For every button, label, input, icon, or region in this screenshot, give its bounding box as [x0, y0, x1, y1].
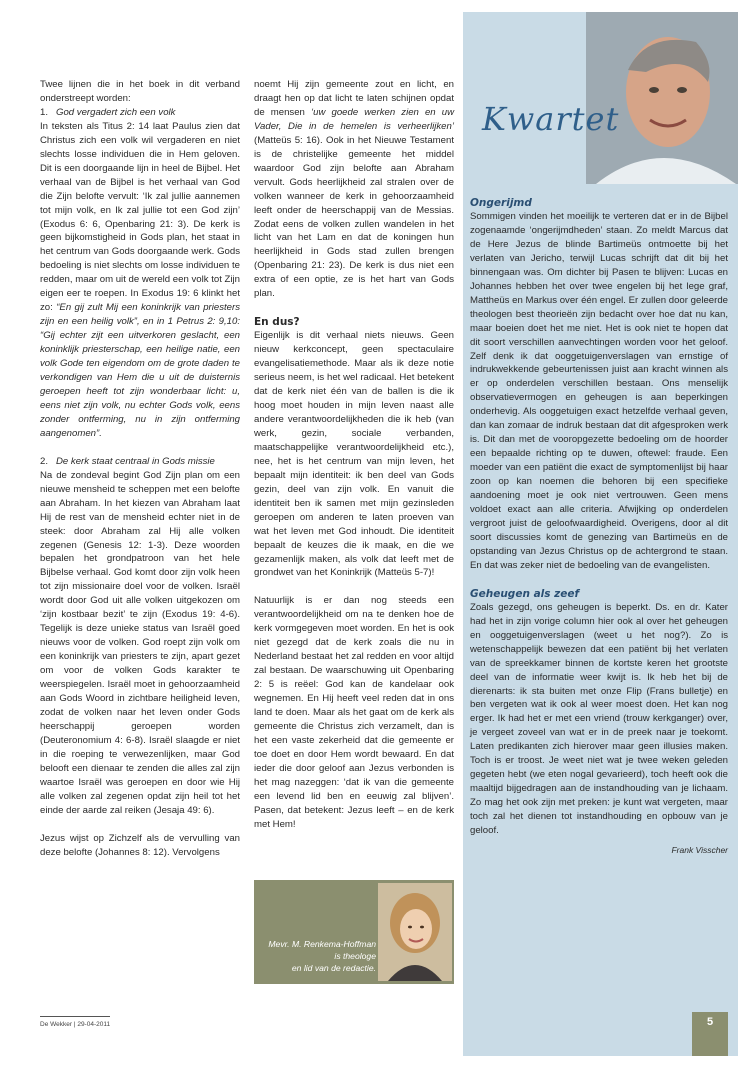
footer-text: De Wekker | 29-04-2011	[40, 1021, 111, 1028]
author-photo	[378, 883, 452, 981]
footer-rule	[40, 1016, 110, 1017]
article-column-1	[40, 78, 240, 859]
list-item-2	[40, 455, 240, 469]
heading-ongerijmd: Ongerijmd	[470, 197, 532, 209]
p1-part-b: (Matteüs 5: 16). Ook in het Nieuwe Testament is de christelijke gemeente het middel waardoor God zijn belofte aan Abraham vervult. Gods heerlijkheid zal stralen over de volken wanneer de kerk in gehoorzaamheid leeft onder de heerschappij van de Messias. Zodat eens de volken zullen wandelen in het licht van het Lam en dat de koningen hun heerlijkheid in Gods stad zullen brengen (Openbaring 21: 23). De kerk is dus niet een extra of een optie, ze is het hart van Gods plan.	[254, 134, 454, 300]
list-item-1	[40, 106, 240, 120]
intro-text: Twee lijnen die in het boek in dit verband onderstreept worden:	[40, 79, 240, 104]
author-role: is theologe	[334, 951, 376, 961]
col2-paragraph-1	[254, 78, 454, 301]
p1-quote: ‘uw goede werken zien en uw Vader, Die in de hemelen is verheerlijken’	[254, 106, 454, 132]
columnist-photo-illustration	[586, 12, 738, 184]
item-2-number: 2.	[40, 455, 49, 467]
item-1-title: God vergadert zich een volk	[56, 106, 176, 118]
col2-paragraph-3: Natuurlijk is er dan nog steeds een verantwoordelijkheid om na te denken hoe de kerk vormgegeven moet worden. En het is ook niet gezegd dat de kerk zoals die nu in Nederland bestaat het zal redden en voor altijd zal bestaan. De waarschuwing uit Openbaring 2: 5 is reëel: God kan de kandelaar ook wegnemen. En Hij heeft veel reden dat in ons land te doen. Maar als het gaat om de kerk als gemeente die Christus zich verzamelt, dan is het een vaste zekerheid dat die gemeente er toe doet en door Hem wordt bewaard. En dat ieder die door geloof aan Jezus verbonden is het mag nazeggen: ‘dat ik van die gemeente een levend lid ben en eeuwig zal blijven’. Pasen, dat betekent: Jezus leeft – en de kerk met Hem!	[254, 595, 454, 830]
item-1-quote: “En gij zult Mij een koninkrijk van priesters zijn en een heilig volk”, en in 1 Petrus 2: 9,10: “Gij echter zijt een uitverkoren geslacht, een koninklijk priesterschap, een heilige natie, een volk Gode ten eigendom om de grote daden te verkondigen van Hem die u uit de duisternis geroepen heeft tot zijn wonderbaar licht: u, eens niet zijn volk, nu echter Gods volk, eens zonder ontferming, nu in zijn ontferming aangenomen”.	[40, 302, 240, 439]
author-editorial: en lid van de redactie.	[291, 963, 376, 973]
heading-geheugen: Geheugen als zeef	[470, 587, 580, 600]
p1-part-a: noemt Hij zijn gemeente zout en licht, en draagt hen op dat licht te laten schijnen opdat de mensen	[254, 79, 454, 118]
author-photo-illustration	[378, 883, 452, 981]
col2-paragraph-2: Eigenlijk is dit verhaal niets nieuws. Geen nieuw kerkconcept, geen spectaculaire evangelisatiemethode. Maar als ik deze notie serieus neem, is het wel radicaal. Het betekent dat de kerk niet één van de ballen is die ik hoog moet houden in mijn leven naast alle andere verantwoordelijkheden die ik heb (van werk, gezin, sociale verbanden, maatschappelijke verantwoordelijkheid etc.), nee, het is het centrum van mijn leven, het bepaalt mijn identiteit: ik ben deel van Gods gezin, deel van zijn volk. En vanuit die identiteit ben ik samen met mijn gezinsleden geroepen om anderen te laten proeven van wat het leven met God inhoudt. Die identiteit bepaalt de keuzes die ik maak, en die we gezamenlijk maken, als volk dat leeft met de grondwet van het Koninkrijk (Matteüs 5-7)!	[254, 330, 454, 579]
author-caption	[258, 938, 376, 974]
page-number: 5	[706, 1016, 714, 1028]
sidebar-paragraph-1: Sommigen vinden het moeilijk te verteren dat er in de Bijbel zogenaamde ‘ongerijmdheden’ staan. Zo meldt Marcus dat de Here Jezus de blinde Bartimeüs ontmoette bij het verlaten van Jericho, terwijl Lucas schrijft dat dit bij het binnengaan was. Om dichter bij Pasen te blijven: Lucas en Johannes hebben het over twee engelen bij het lege graf, Mattheüs en Markus over één engel. Er zullen door geleerde theologen best theorieën zijn bedacht over hoe dat nu kan, maar boeien doet het me niet. Het is ook niet te hopen dat dit soort verschillen aanvechtingen worden voor het geloof. Zelf denk ik dat ooggetuigenverslagen van ernstige of indrukwekkende gebeurtenissen juist aan kracht winnen als er op onderdelen verschillen bestaan. Ons menselijk observatievermogen en geheugen is aan beperkingen onderhevig. Als ooggetuigen exact hetzelfde verhaal geven, dan kan zomaar de indruk bestaan dat dit afgesproken werk is. Dit dan met de vooropgezette bedoeling om de hoorder een bepaalde richting op te duwen, oftewel: fraude. Een moeder van een patiënt die exact de symptomenlijst bij haar zoon op kan noemen die behoren bij een specifieke aandoening moet je ook niet vertrouwen. Geen mens voldoet exact aan alle criteria. Afwijking op onderdelen vergroot juist de geloofwaardigheid. Overigens, door al dit soort discussies komt de genezing van Bartimeüs en de opstanding van Jezus Christus op de achtergrond te staan. En dat was zeker niet de bedoeling van de evangelisten.	[470, 211, 728, 571]
author-name: Mevr. M. Renkema-Hoffman	[268, 939, 376, 949]
item-2-text: Na de zondeval begint God Zijn plan om een nieuwe mensheid te scheppen met een belofte aan Abraham. In het kiezen van Abraham laat Hij de rest van de mensheid echter niet in de steek: door Abraham zal Hij alle volken zegenen (Genesis 12: 1-3). Deze woorden bepalen het grondpatroon van het hele Bijbelse verhaal. God komt door zijn volk heen tot zijn missionaire doel voor de volken. Israël wordt door God uit alle volken uitgekozen om ‘zijn kostbaar bezit’ te zijn (Exodus 19: 4-6). Tegelijk is deze unieke status van Israël goed nieuws voor de volken. God roept zijn volk om een koninkrijk van priesters te zijn, apart gezet om voor de volken Gods karakter te weerspiegelen. Israël moet in gehoorzaamheid aan Gods Woord in zichtbare heiligheid leven, zodat de volken naar het leven onder Gods heerschappij geroepen worden (Deuteronomium 4: 6-8). Israël slaagde er niet in die roeping te verwezenlijken, maar God belooft een dienaar te zenden die alles zal zijn waartoe Israël was geroepen en door wie Hij alle volken zal zegenen opdat zijn heil tot het einde der aarde zal reiken (Jesaja 49: 6).	[40, 469, 240, 816]
item-1-body: In teksten als Titus 2: 14 laat Paulus zien dat Christus zich een volk wil vergaderen en niet slechts losse individuen die in Hem geloven. Dit is een doorgaande lijn in heel de Bijbel. Het verhaal van de Bijbel is het verhaal van God die Zijn belofte vervult: ‘Ik zal jullie aannemen tot mijn volk, en Ik zal jullie tot een God zijn’ (Exodus 6: 6, Openbaring 21: 3). De kerk is geen bijkomstigheid in Gods plan, het staat in het centrum van Gods doorgaande werk. Gods bedoeling is niet slechts om losse individuen te redden, maar om uit de wereld een volk tot Zijn eigen eer te roepen. In Exodus 19: 6 klinkt het zo:	[40, 120, 240, 314]
article-column-2	[254, 78, 454, 832]
columnist-photo	[586, 12, 738, 184]
heading-en-dus: En dus?	[254, 316, 300, 329]
item-1-number: 1.	[40, 106, 49, 118]
signature: Frank Visscher	[671, 844, 728, 855]
item-1-text	[40, 120, 240, 441]
item-2-title: De kerk staat centraal in Gods missie	[56, 455, 215, 467]
column-title-kwartet: Kwartet	[482, 100, 620, 138]
sidebar-paragraph-2: Zoals gezegd, ons geheugen is beperkt. Ds. en dr. Kater had het in zijn vorige column hier ook al over het geheugen en ooggetuigenverslagen (weet u het nog?). Zo is wetenschappelijk bewezen dat een patiënt bij het verlaten van de spreekkamer binnen de kortste keren het grootste deel van de informatie weer kwijt is. Ik heb het bij de dierenarts: ik sta buiten met onze Flip (Frans bulletje) en ben vergeten wat ik ook al weer moest doen. Het kan nog erger. Ik had het er met een vriend (trouw kerkganger) over, je vergeet zoveel van wat er in de preek naar je toekomt. Laten predikanten zich hierover maar geen illusies maken. Toch is er troost. Je weet niet wat je twee weken geleden gegeten hebt (we eten nogal gevarieerd), toch heeft ook die maaltijd bijgedragen aan de instandhouding van je lichaam. Zo mag het ook zijn met preken: je kunt wat vergeten, maar toch zal het dienen tot instandhouding en opbouw van je geloof.	[470, 601, 728, 837]
sidebar-column	[470, 196, 728, 858]
closing-text: Jezus wijst op Zichzelf als de vervulling van deze belofte (Johannes 8: 12). Vervolgens	[40, 832, 240, 858]
